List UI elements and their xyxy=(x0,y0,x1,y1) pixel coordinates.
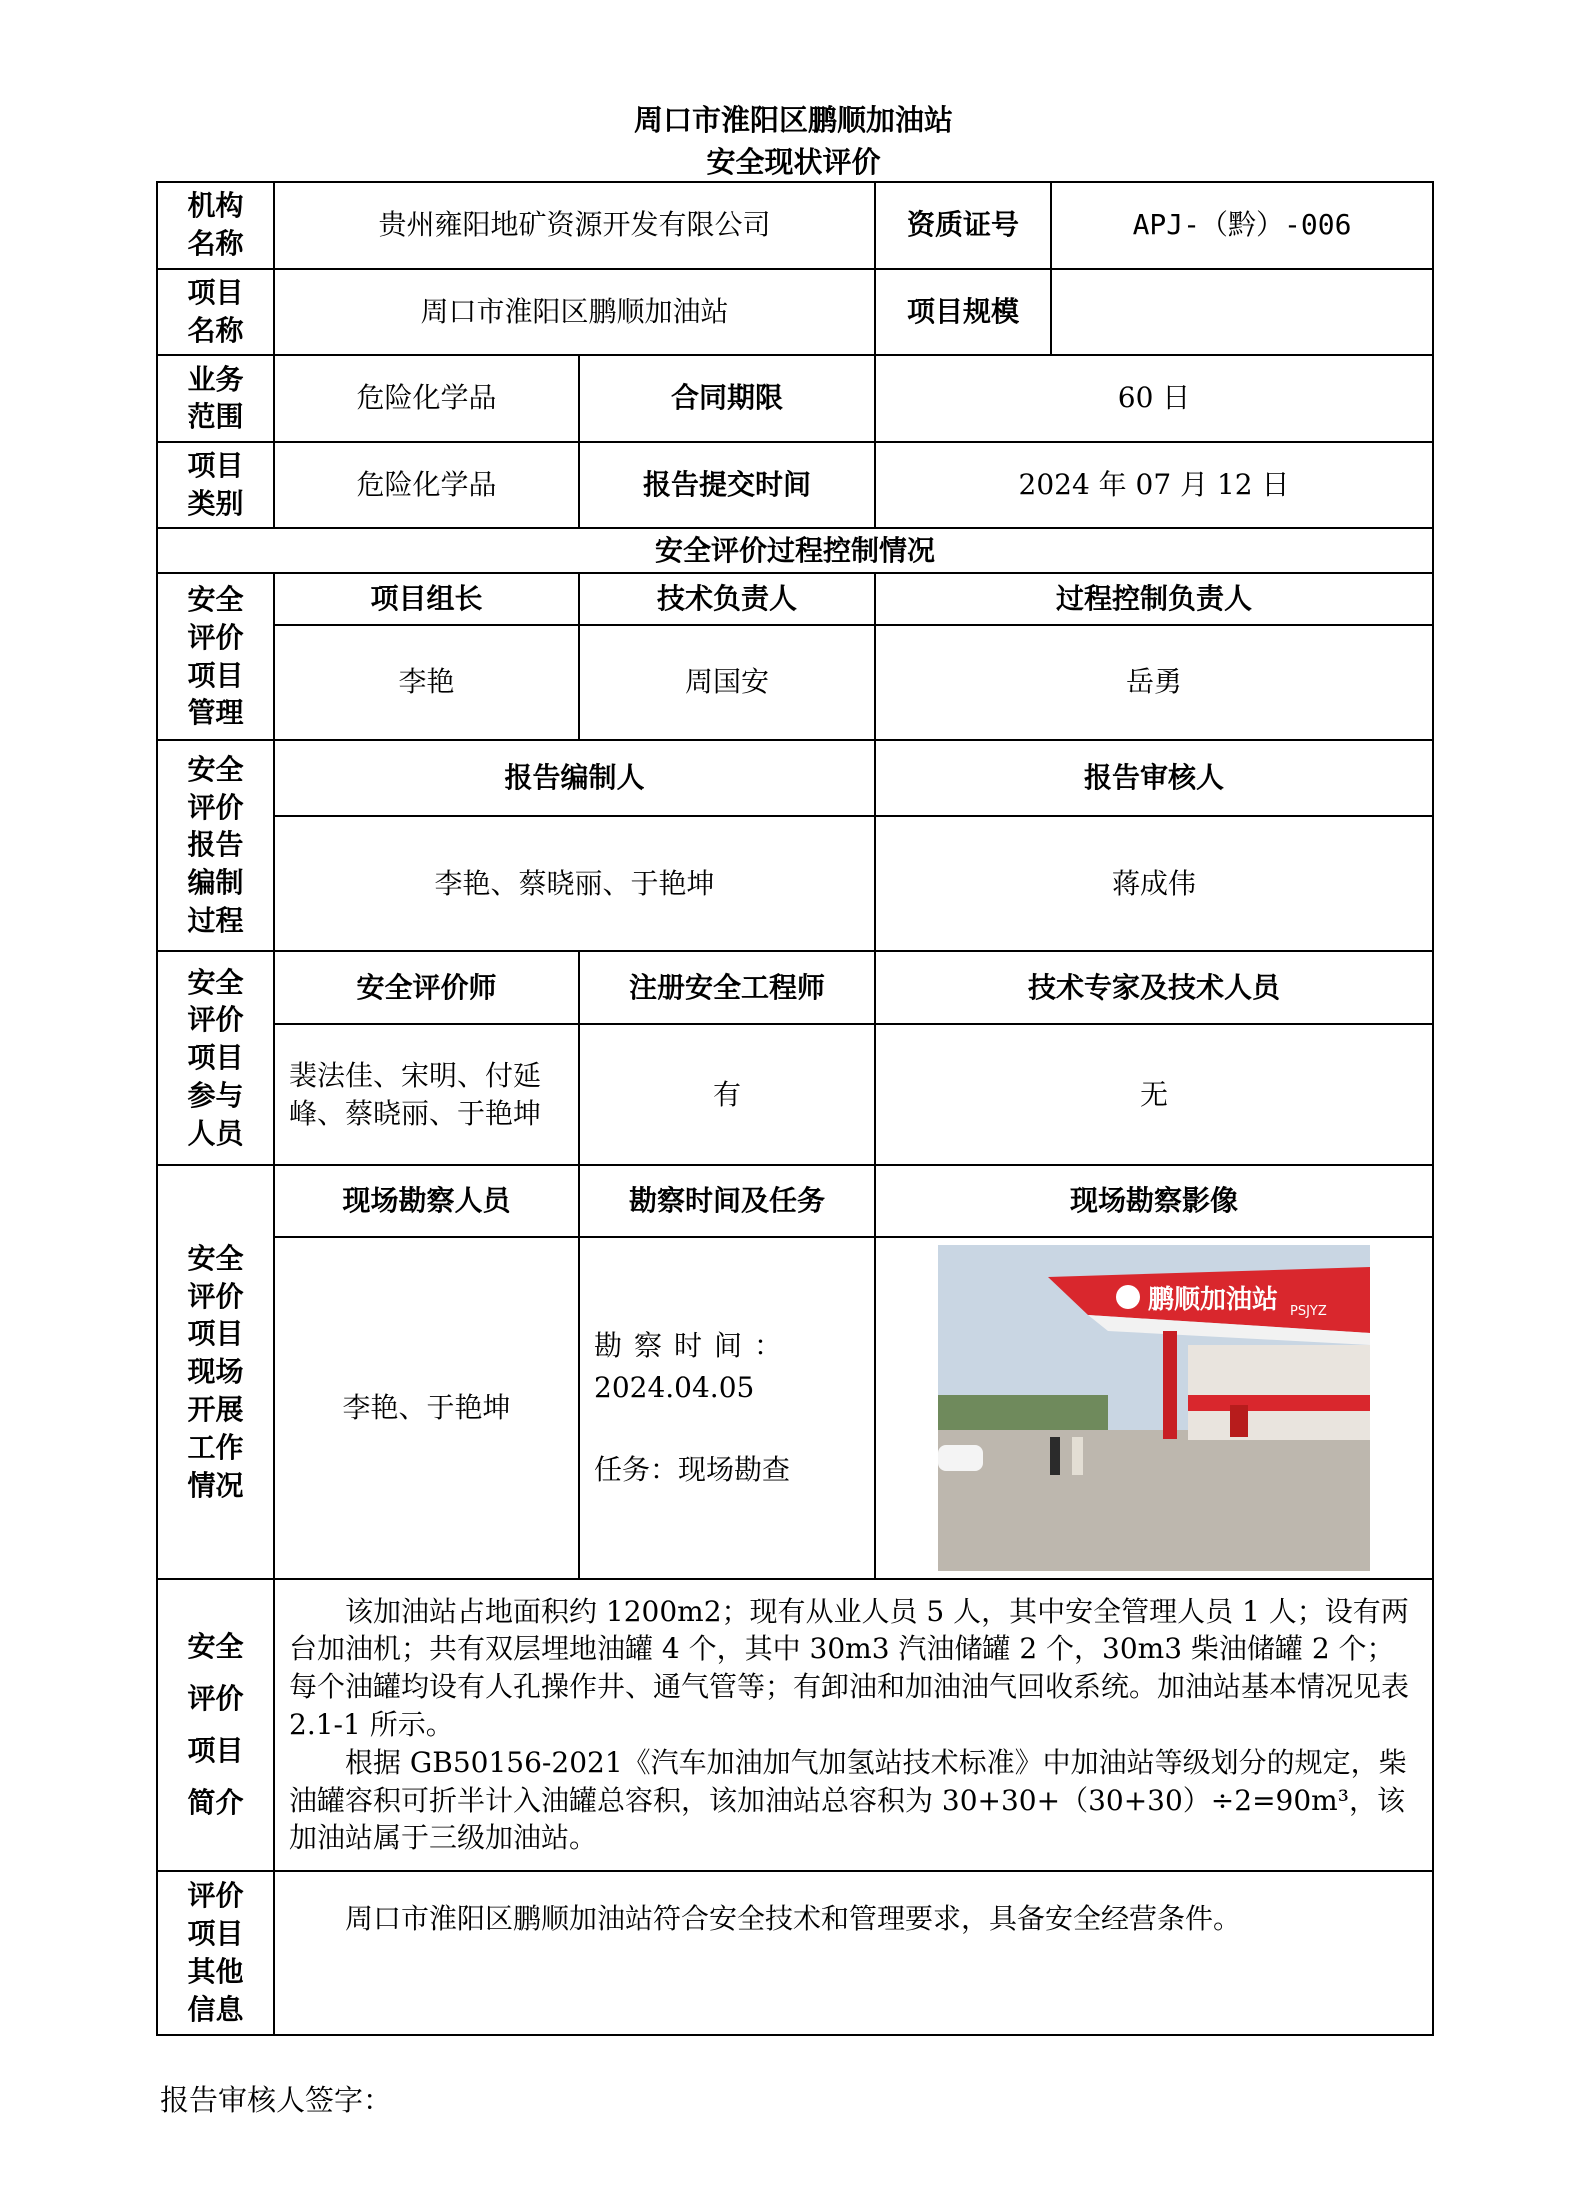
row-other xyxy=(157,1871,1433,2035)
process-header: 安全评价过程控制情况 xyxy=(157,528,1433,573)
category-value: 危险化学品 xyxy=(274,442,579,529)
contract-value: 60 日 xyxy=(875,355,1433,442)
survey-time-value: 2024.04.05 xyxy=(594,1370,755,1404)
evaluation-table xyxy=(156,181,1434,2036)
document-subtitle: 安全现状评价 xyxy=(706,145,881,179)
survey-time-label: 勘察时间： xyxy=(594,1328,795,1362)
business-value: 危险化学品 xyxy=(274,355,579,442)
tech-value: 周国安 xyxy=(579,625,875,740)
photo-person-1 xyxy=(1050,1437,1060,1475)
row-business xyxy=(157,355,1433,442)
row-management-values xyxy=(157,625,1433,740)
expert-header: 技术专家及技术人员 xyxy=(875,951,1433,1024)
photo-car xyxy=(938,1445,983,1471)
signature-label: 报告审核人签字： xyxy=(160,2083,393,2117)
row-org xyxy=(157,182,1433,269)
project-value: 周口市淮阳区鹏顺加油站 xyxy=(274,269,875,356)
cert-label: 资质证号 xyxy=(875,182,1051,269)
engineer-header: 注册安全工程师 xyxy=(579,951,875,1024)
evaluator-header: 安全评价师 xyxy=(274,951,579,1024)
row-project xyxy=(157,269,1433,356)
survey-task: 任务：现场勘查 xyxy=(594,1452,791,1486)
survey-time-task xyxy=(579,1237,875,1579)
evaluator-value: 裴法佳、宋明、付延 峰、蔡晓丽、于艳坤 xyxy=(274,1024,579,1165)
document-title: 周口市淮阳区鹏顺加油站 xyxy=(633,103,953,137)
category-label: 项目 类别 xyxy=(157,442,274,529)
scale-value xyxy=(1051,269,1433,356)
leader-header: 项目组长 xyxy=(274,573,579,624)
gas-station-photo xyxy=(938,1245,1370,1571)
project-label: 项目 名称 xyxy=(157,269,274,356)
tech-header: 技术负责人 xyxy=(579,573,875,624)
reviewer-header: 报告审核人 xyxy=(875,740,1433,816)
image-header: 现场勘察影像 xyxy=(875,1165,1433,1236)
submit-value: 2024 年 07 月 12 日 xyxy=(875,442,1433,529)
survey-photo-cell xyxy=(875,1237,1433,1579)
engineer-value: 有 xyxy=(579,1024,875,1165)
report-label: 安全 评价 报告 编制 过程 xyxy=(157,740,274,951)
business-label: 业务 范围 xyxy=(157,355,274,442)
intro-para-2: 根据 GB50156-2021《汽车加油加气加氢站技术标准》中加油站等级划分的规定，柴油罐容积可折半计入油罐总容积，该加油站总容积为 30+30+（30+30）÷2=90m³，该加油站属于三级加油站。 xyxy=(289,1745,1407,1855)
contract-label: 合同期限 xyxy=(579,355,875,442)
leader-value: 李艳 xyxy=(274,625,579,740)
photo-sign-logo xyxy=(1116,1285,1140,1309)
staff-header: 现场勘察人员 xyxy=(274,1165,579,1236)
photo-pillar xyxy=(1163,1331,1177,1439)
author-header: 报告编制人 xyxy=(274,740,875,816)
expert-value: 无 xyxy=(875,1024,1433,1165)
submit-label: 报告提交时间 xyxy=(579,442,875,529)
row-survey-values xyxy=(157,1237,1433,1579)
row-report-values xyxy=(157,816,1433,951)
other-text: 周口市淮阳区鹏顺加油站符合安全技术和管理要求，具备安全经营条件。 xyxy=(274,1871,1433,2035)
row-process-header xyxy=(157,528,1433,573)
photo-ground xyxy=(938,1430,1370,1571)
row-management-header xyxy=(157,573,1433,624)
cert-value: APJ-（黔）-006 xyxy=(1051,182,1433,269)
staff-value: 李艳、于艳坤 xyxy=(274,1237,579,1579)
photo-person-2 xyxy=(1072,1437,1083,1475)
photo-trees xyxy=(938,1395,1108,1435)
intro-para-1: 该加油站占地面积约 1200m2；现有从业人员 5 人，其中安全管理人员 1 人；设有两台加油机；共有双层埋地油罐 4 个，其中 30m3 汽油储罐 2 个，30m3 柴油储罐 2 个；每个油罐均设有人孔操作井、通气管等；有卸油和加油油气回收系统。加油站基本情况见表 2.1-1 所示。 xyxy=(289,1594,1410,1741)
other-label: 评价 项目 其他 信息 xyxy=(157,1871,274,2035)
intro-text xyxy=(274,1579,1433,1871)
survey-label: 安全 评价 项目 现场 开展 工作 情况 xyxy=(157,1165,274,1579)
photo-building-stripe xyxy=(1188,1395,1370,1411)
scale-label: 项目规模 xyxy=(875,269,1051,356)
row-participants-header xyxy=(157,951,1433,1024)
time-header: 勘察时间及任务 xyxy=(579,1165,875,1236)
photo-building xyxy=(1188,1345,1370,1440)
photo-sign-text: 鹏顺加油站 xyxy=(1148,1284,1279,1315)
row-category xyxy=(157,442,1433,529)
control-header: 过程控制负责人 xyxy=(875,573,1433,624)
row-participants-values xyxy=(157,1024,1433,1165)
photo-pump xyxy=(1230,1405,1248,1437)
row-intro xyxy=(157,1579,1433,1871)
intro-label: 安全 评价 项目 简介 xyxy=(157,1579,274,1871)
row-report-header xyxy=(157,740,1433,816)
photo-sign-latin: PSJYZ xyxy=(1290,1303,1327,1319)
management-label: 安全 评价 项目 管理 xyxy=(157,573,274,739)
reviewer-value: 蒋成伟 xyxy=(875,816,1433,951)
org-label: 机构 名称 xyxy=(157,182,274,269)
row-survey-header xyxy=(157,1165,1433,1236)
participants-label: 安全 评价 项目 参与 人员 xyxy=(157,951,274,1165)
control-value: 岳勇 xyxy=(875,625,1433,740)
org-value: 贵州雍阳地矿资源开发有限公司 xyxy=(274,182,875,269)
author-value: 李艳、蔡晓丽、于艳坤 xyxy=(274,816,875,951)
